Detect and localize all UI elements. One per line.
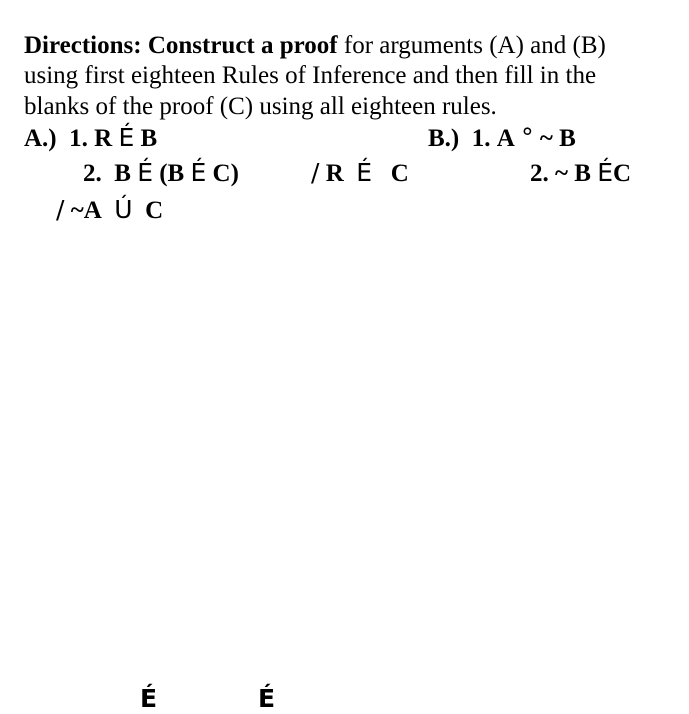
- conclusion-term: C: [145, 197, 164, 224]
- premise-term: B: [114, 160, 131, 187]
- premise-term: R: [94, 125, 113, 152]
- conclusion-term: ~A: [70, 197, 102, 224]
- premise-term: C): [212, 160, 239, 187]
- directions-line-3: blanks of the proof (C) using all eighteen rules.: [24, 93, 497, 120]
- conclusion-slash: /: [56, 195, 65, 224]
- directions-line-2: using first eighteen Rules of Inference and then fill in the: [24, 62, 597, 89]
- argument-b-premise-2: [530, 158, 631, 189]
- argument-a-premise-1: [24, 123, 157, 154]
- cutoff-symbol-2: É: [258, 684, 276, 713]
- conclusion-term: C: [390, 160, 409, 187]
- premise-term: C: [612, 160, 632, 187]
- implication-symbol: É: [356, 158, 373, 187]
- argument-a-label: A.): [24, 125, 57, 152]
- directions-line-1: [24, 31, 606, 61]
- implication-symbol: É: [118, 123, 135, 152]
- implication-symbol: É: [190, 158, 207, 187]
- argument-b-conclusion: [56, 195, 163, 226]
- premise-number: 1.: [69, 125, 88, 152]
- cutoff-symbol-1: É: [140, 684, 158, 713]
- argument-a-conclusion: [311, 158, 409, 189]
- premise-term: ~ B: [539, 125, 576, 152]
- premise-term: A: [496, 125, 515, 152]
- conjunction-symbol: °: [521, 123, 534, 152]
- premise-number: 2.: [83, 160, 102, 187]
- directions-text-1: for arguments (A) and (B): [337, 32, 606, 59]
- premise-term: (B: [159, 160, 185, 187]
- argument-a-premise-2: [83, 158, 239, 189]
- disjunction-symbol: Ú: [114, 195, 133, 224]
- premise-term: B: [140, 125, 158, 152]
- premise-number: 2.: [530, 160, 549, 187]
- implication-symbol: É: [597, 158, 613, 187]
- premise-number: 1.: [471, 125, 491, 152]
- conclusion-term: R: [325, 160, 344, 187]
- conclusion-slash: /: [311, 158, 320, 187]
- argument-b-premise-1: [428, 123, 576, 154]
- premise-term: ~ B: [555, 160, 591, 187]
- implication-symbol: É: [137, 158, 153, 187]
- directions-label: Directions: Construct a proof: [24, 32, 338, 59]
- argument-b-label: B.): [428, 125, 460, 152]
